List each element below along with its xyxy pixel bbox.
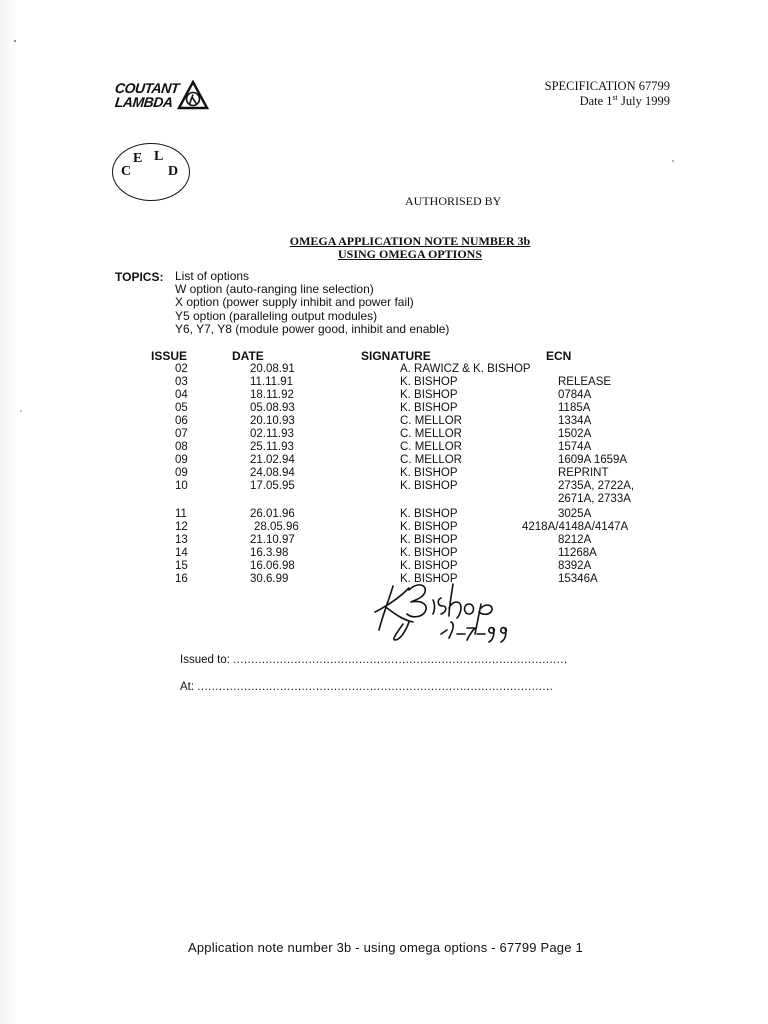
at-line bbox=[180, 681, 553, 693]
cell-date: 16.3.98 bbox=[250, 547, 289, 559]
cell-issue: 11 bbox=[175, 508, 187, 520]
cell-ecn: RELEASE bbox=[558, 376, 612, 388]
cell-signature: K. BISHOP bbox=[400, 521, 458, 533]
celd-seal bbox=[112, 143, 192, 203]
table-row bbox=[0, 402, 768, 415]
cell-date: 28.05.96 bbox=[254, 521, 299, 533]
cell-date: 11.11.91 bbox=[250, 376, 294, 388]
table-row bbox=[0, 441, 768, 454]
topic-item: W option (auto-ranging line selection) bbox=[175, 282, 374, 297]
cell-issue: 13 bbox=[175, 534, 188, 546]
cell-ecn: 4218A/4148A/4147A bbox=[522, 521, 629, 533]
cell-ecn: 8212A bbox=[558, 534, 592, 546]
cell-signature: K. BISHOP bbox=[400, 534, 458, 546]
cell-issue: 10 bbox=[175, 480, 188, 492]
cell-date: 20.08.91 bbox=[250, 363, 295, 375]
lambda-triangle-icon bbox=[177, 80, 209, 110]
topic-item: Y5 option (paralleling output modules) bbox=[175, 308, 378, 323]
logo-line2: LAMBDA bbox=[114, 94, 174, 110]
cell-date: 16.06.98 bbox=[250, 560, 295, 572]
cell-date: 30.6.99 bbox=[250, 573, 289, 585]
handwritten-signature bbox=[365, 578, 525, 644]
cell-signature: K. BISHOP bbox=[400, 508, 458, 520]
cell-signature: K. BISHOP bbox=[400, 376, 458, 388]
table-row bbox=[0, 454, 768, 467]
table-row bbox=[0, 493, 768, 506]
cell-ecn: 0784A bbox=[558, 389, 592, 401]
specification-number: SPECIFICATION 67799 bbox=[544, 79, 670, 93]
cell-date: 05.08.93 bbox=[250, 402, 295, 414]
topics-label: TOPICS: bbox=[115, 270, 164, 284]
cell-issue: 09 bbox=[175, 454, 188, 466]
cell-ecn: 2671A, 2733A bbox=[558, 493, 631, 505]
table-row bbox=[0, 534, 768, 547]
cell-ecn: 2735A, 2722A, bbox=[558, 480, 635, 492]
cell-date: 18.11.92 bbox=[250, 389, 294, 401]
cell-date: 20.10.93 bbox=[250, 415, 295, 427]
header-ecn: ECN bbox=[546, 349, 572, 363]
header-issue: ISSUE bbox=[151, 349, 188, 363]
cell-signature: C. MELLOR bbox=[400, 441, 462, 453]
cell-issue: 12 bbox=[175, 521, 188, 533]
header-signature: SIGNATURE bbox=[361, 349, 431, 363]
table-row bbox=[0, 508, 768, 521]
topics-list bbox=[175, 270, 449, 336]
at-dots: ................................................................................................... bbox=[197, 681, 554, 693]
document-title: OMEGA APPLICATION NOTE NUMBER 3b bbox=[289, 234, 531, 248]
authorised-by: AUTHORISED BY bbox=[405, 194, 502, 208]
scan-speck bbox=[672, 160, 674, 162]
cell-date: 24.08.94 bbox=[250, 467, 295, 479]
cell-issue: 16 bbox=[175, 573, 188, 585]
seal-letter: C bbox=[121, 164, 132, 179]
topic-item: X option (power supply inhibit and power fail) bbox=[175, 295, 414, 310]
cell-issue: 02 bbox=[175, 363, 188, 375]
issued-to-dots: ............................................................................................. bbox=[233, 654, 568, 666]
table-row bbox=[0, 547, 768, 560]
cell-ecn: 1185A bbox=[558, 402, 591, 414]
cell-ecn: REPRINT bbox=[558, 467, 609, 479]
cell-signature: C. MELLOR bbox=[400, 428, 462, 440]
cell-ecn: 1502A bbox=[558, 428, 592, 440]
document-date: Date 1st July 1999 bbox=[579, 93, 670, 109]
cell-issue: 04 bbox=[175, 389, 188, 401]
scan-speck bbox=[14, 40, 16, 42]
header-date: DATE bbox=[232, 349, 264, 363]
cell-ecn: 15346A bbox=[558, 573, 598, 585]
cell-signature: K. BISHOP bbox=[400, 560, 458, 572]
document-subtitle: USING OMEGA OPTIONS bbox=[337, 247, 483, 261]
cell-ecn: 1609A 1659A bbox=[558, 454, 628, 466]
cell-date: 21.10.97 bbox=[250, 534, 295, 546]
table-row bbox=[0, 415, 768, 428]
cell-issue: 15 bbox=[175, 560, 188, 572]
cell-ecn: 11268A bbox=[558, 547, 597, 559]
table-row bbox=[0, 363, 768, 376]
issued-to-line bbox=[180, 654, 567, 666]
issued-to-label: Issued to: bbox=[180, 654, 230, 666]
cell-ecn: 8392A bbox=[558, 560, 592, 572]
topic-item: List of options bbox=[175, 269, 250, 283]
cell-issue: 03 bbox=[175, 376, 188, 388]
at-label: At: bbox=[180, 681, 195, 693]
cell-issue: 14 bbox=[175, 547, 188, 559]
cell-signature: K. BISHOP bbox=[400, 480, 458, 492]
cell-signature: C. MELLOR bbox=[400, 454, 462, 466]
cell-signature: A. RAWICZ & K. BISHOP bbox=[400, 363, 531, 375]
cell-signature: K. BISHOP bbox=[400, 389, 458, 401]
cell-ecn: 1574A bbox=[558, 441, 592, 453]
cell-signature: K. BISHOP bbox=[400, 402, 458, 414]
table-row bbox=[0, 376, 768, 389]
cell-date: 02.11.93 bbox=[250, 428, 294, 440]
seal-letter: L bbox=[154, 149, 164, 164]
cell-signature: C. MELLOR bbox=[400, 415, 462, 427]
cell-signature: K. BISHOP bbox=[400, 573, 458, 585]
logo-line1: COUTANT bbox=[114, 80, 180, 96]
company-logo bbox=[115, 78, 211, 116]
cell-issue: 09 bbox=[175, 467, 188, 479]
table-row bbox=[0, 521, 768, 534]
table-row bbox=[0, 467, 768, 480]
cell-date: 21.02.94 bbox=[250, 454, 295, 466]
cell-signature: K. BISHOP bbox=[400, 547, 458, 559]
cell-date: 26.01.96 bbox=[250, 508, 295, 520]
cell-issue: 07 bbox=[175, 428, 188, 440]
table-row bbox=[0, 480, 768, 493]
cell-date: 25.11.93 bbox=[250, 441, 294, 453]
page-footer: Application note number 3b - using omega options - 67799 Page 1 bbox=[188, 940, 583, 955]
cell-signature: K. BISHOP bbox=[400, 467, 458, 479]
seal-letter: E bbox=[133, 151, 143, 166]
cell-ecn: 1334A bbox=[558, 415, 592, 427]
seal-letter: D bbox=[168, 164, 179, 179]
table-row bbox=[0, 389, 768, 402]
cell-issue: 08 bbox=[175, 441, 188, 453]
cell-issue: 05 bbox=[175, 402, 188, 414]
cell-date: 17.05.95 bbox=[250, 480, 295, 492]
topic-item: Y6, Y7, Y8 (module power good, inhibit and enable) bbox=[175, 321, 450, 336]
table-row bbox=[0, 560, 768, 573]
cell-issue: 06 bbox=[175, 415, 188, 427]
table-row bbox=[0, 428, 768, 441]
cell-ecn: 3025A bbox=[558, 508, 592, 520]
